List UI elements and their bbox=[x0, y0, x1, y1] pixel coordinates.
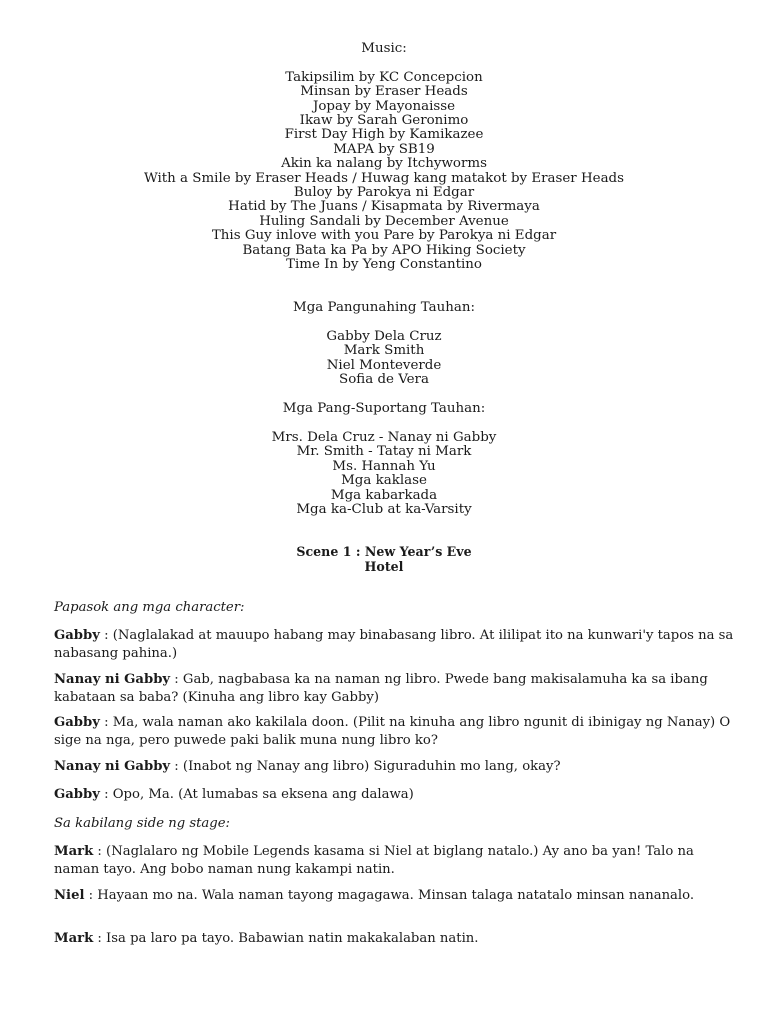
song-item: First Day High by Kamikazee bbox=[284, 127, 484, 143]
song-item: Hatid by The Juans / Kisapmata by Rivermaya bbox=[228, 199, 540, 215]
song-item: Time In by Yeng Constantino bbox=[286, 257, 482, 273]
song-item: MAPA by SB19 bbox=[333, 141, 435, 157]
dialogue-text: : Gab, nagbabasa ka na naman ng libro. Pwede bang makisalamuha ka sa ibang kabataan sa baba? (Kinuha ang libro kay Gabby) bbox=[54, 672, 708, 706]
speaker-name: Niel bbox=[54, 888, 85, 903]
dialogue-text: : Opo, Ma. (At lumabas sa eksena ang dalawa) bbox=[99, 787, 414, 802]
main-character-name: Sofia de Vera bbox=[339, 372, 429, 388]
speaker-name: Mark bbox=[54, 844, 94, 859]
song-item: Takipsilim by KC Concepcion bbox=[285, 69, 483, 85]
dialogue-line bbox=[54, 627, 734, 663]
speaker-name: Gabby bbox=[54, 715, 100, 730]
supporting-characters-heading: Mga Pang-Suportang Tauhan: bbox=[282, 401, 486, 417]
song-item: Huling Sandali by December Avenue bbox=[259, 213, 509, 229]
dialogue-line bbox=[54, 758, 734, 776]
speaker-name: Nanay ni Gabby bbox=[54, 672, 171, 687]
dialogue-text: : (Naglalakad at mauupo habang may binabasang libro. At ililipat ito na kunwari'y tapos na sa nabasang pahina.) bbox=[54, 628, 734, 662]
scene-title: Scene 1 : New Year’s Eve bbox=[296, 544, 472, 559]
dialogue-line bbox=[54, 714, 734, 750]
scene-location: Hotel bbox=[364, 558, 404, 574]
speaker-name: Gabby bbox=[54, 628, 100, 643]
supporting-character-name: Mga kabarkada bbox=[330, 487, 438, 503]
dialogue-text: : Hayaan mo na. Wala naman tayong magagawa. Minsan talaga natatalo minsan nananalo. bbox=[84, 888, 695, 903]
dialogue-line bbox=[54, 843, 734, 879]
supporting-character-name: Mga kaklase bbox=[341, 473, 427, 489]
main-character-name: Mark Smith bbox=[343, 343, 425, 359]
dialogue-line bbox=[54, 786, 734, 804]
supporting-character-name: Mr. Smith - Tatay ni Mark bbox=[296, 444, 472, 460]
stage-direction: Sa kabilang side ng stage: bbox=[54, 816, 230, 831]
song-item: With a Smile by Eraser Heads / Huwag kang matakot by Eraser Heads bbox=[143, 170, 624, 186]
dialogue-text: : (Inabot ng Nanay ang libro) Siguraduhin mo lang, okay? bbox=[170, 759, 561, 774]
supporting-character-name: Ms. Hannah Yu bbox=[332, 458, 436, 474]
dialogue-text: : Ma, wala naman ako kakilala doon. (Pilit na kinuha ang libro ngunit di ibinigay ng Nanay) O sige na nga, pero puwede paki balik muna nung libro ko? bbox=[54, 715, 731, 749]
main-character-name: Gabby Dela Cruz bbox=[326, 329, 442, 345]
song-item: Akin ka nalang by Itchyworms bbox=[281, 156, 487, 172]
song-item: Jopay by Mayonaisse bbox=[312, 98, 456, 114]
song-item: Batang Bata ka Pa by APO Hiking Society bbox=[242, 242, 526, 258]
song-item: Minsan by Eraser Heads bbox=[300, 84, 468, 100]
song-item: Ikaw by Sarah Geronimo bbox=[299, 113, 469, 129]
speaker-name: Gabby bbox=[54, 787, 100, 802]
song-item: This Guy inlove with you Pare by Parokya ni Edgar bbox=[211, 228, 557, 244]
music-heading: Music: bbox=[361, 41, 407, 56]
main-characters-heading: Mga Pangunahing Tauhan: bbox=[293, 300, 475, 316]
song-item: Buloy by Parokya ni Edgar bbox=[293, 185, 475, 201]
dialogue-text: : (Naglalaro ng Mobile Legends kasama si Niel at biglang natalo.) Ay ano ba yan! Talo na naman tayo. Ang bobo naman nung kakampi natin. bbox=[54, 844, 694, 878]
dialogue-line bbox=[54, 887, 734, 905]
scene-heading bbox=[0, 545, 768, 574]
stage-direction: Papasok ang mga character: bbox=[54, 600, 245, 615]
speaker-name: Nanay ni Gabby bbox=[54, 759, 171, 774]
supporting-character-name: Mga ka-Club at ka-Varsity bbox=[296, 501, 472, 517]
dialogue-line bbox=[54, 671, 734, 707]
dialogue-text: : Isa pa laro pa tayo. Babawian natin makakalaban natin. bbox=[93, 931, 479, 946]
main-character-name: Niel Monteverde bbox=[326, 357, 442, 373]
music-section bbox=[0, 42, 768, 517]
speaker-name: Mark bbox=[54, 931, 94, 946]
supporting-character-name: Mrs. Dela Cruz - Nanay ni Gabby bbox=[271, 429, 497, 445]
dialogue-line bbox=[54, 930, 734, 948]
